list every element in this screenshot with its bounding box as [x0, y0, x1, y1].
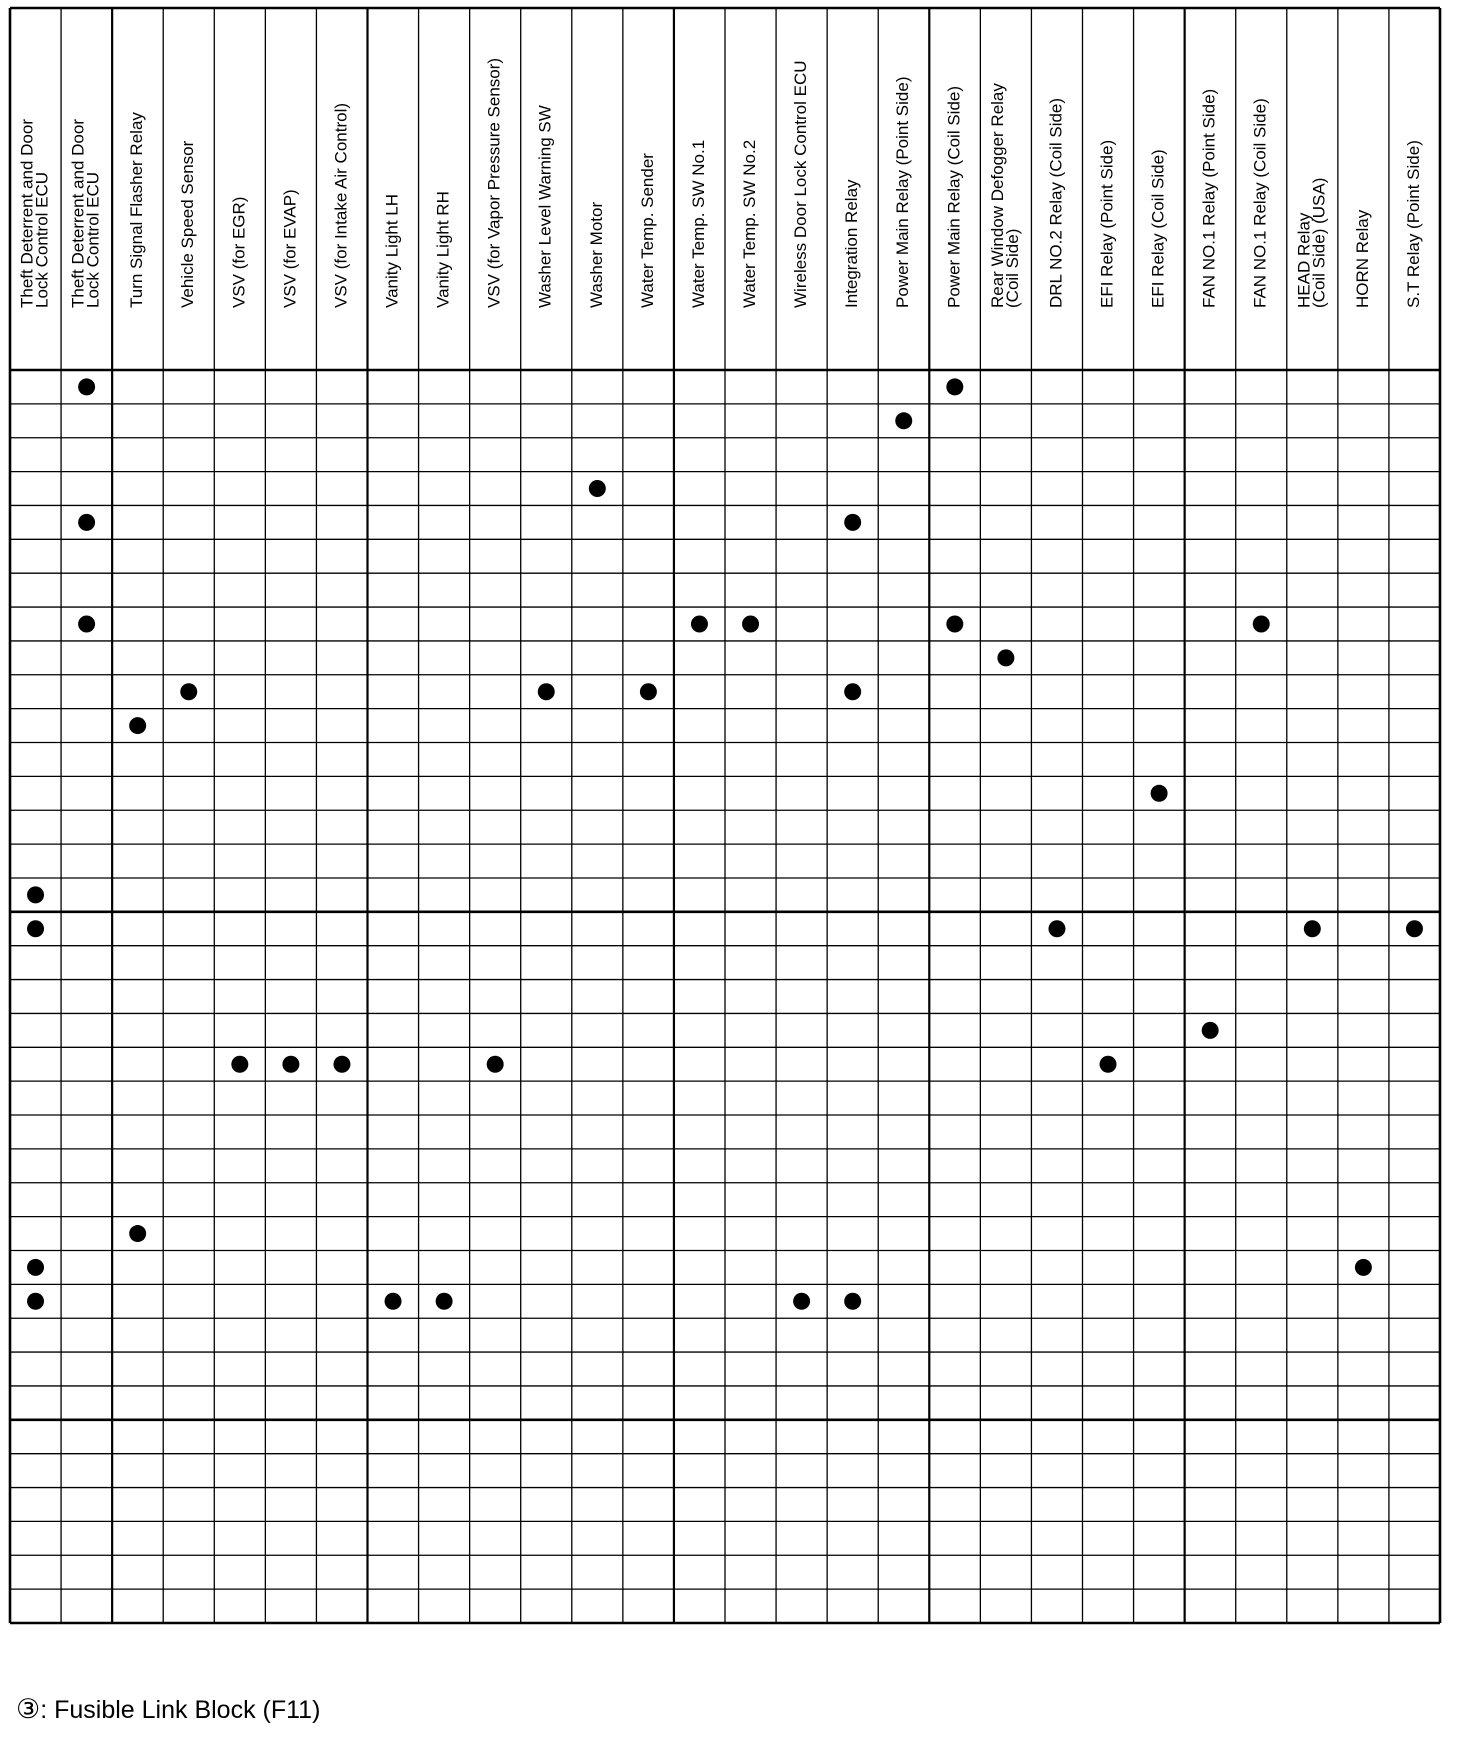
- column-header-line: Rear Window Defogger Relay: [987, 83, 1007, 308]
- column-header: [127, 112, 146, 308]
- connection-dot: [333, 1056, 350, 1073]
- connection-dot: [946, 615, 963, 632]
- connection-dot: [844, 683, 861, 700]
- connection-dot: [1151, 785, 1168, 802]
- column-header-line: VSV (for Intake Air Control): [331, 102, 351, 308]
- column-header-line: Washer Motor: [586, 201, 606, 308]
- connection-dot: [436, 1293, 453, 1310]
- column-header: [689, 140, 708, 308]
- column-header: [893, 77, 912, 308]
- column-header-line: Vanity Light RH: [433, 191, 453, 308]
- connection-dot: [487, 1056, 504, 1073]
- connection-dot: [27, 1259, 44, 1276]
- connection-dot: [640, 683, 657, 700]
- connection-dot: [691, 615, 708, 632]
- column-header-line: FAN NO.1 Relay (Point Side): [1199, 88, 1219, 308]
- column-header-line: VSV (for EVAP): [280, 189, 300, 308]
- connection-dot: [27, 886, 44, 903]
- column-header-line: Washer Level Warning SW: [535, 105, 555, 308]
- connection-dot: [78, 514, 95, 531]
- connection-dot: [895, 412, 912, 429]
- connection-dot: [180, 683, 197, 700]
- column-header-line: VSV (for Vapor Pressure Sensor): [484, 57, 504, 308]
- caption-text: : Fusible Link Block (F11): [40, 1696, 321, 1724]
- column-header: [1098, 140, 1117, 308]
- column-header-line: Water Temp. SW No.1: [688, 139, 708, 308]
- column-header: [1149, 149, 1168, 308]
- column-header: [1251, 98, 1270, 308]
- column-header: [638, 153, 657, 308]
- column-header-line: EFI Relay (Coil Side): [1148, 149, 1168, 308]
- column-header-line: Vanity Light LH: [382, 193, 402, 308]
- connection-dot: [997, 649, 1014, 666]
- connection-dot: [78, 378, 95, 395]
- column-header-line: Lock Control ECU: [83, 171, 103, 308]
- column-header-line: Power Main Relay (Point Side): [893, 76, 913, 308]
- column-header: [587, 202, 606, 308]
- connection-dot: [1202, 1022, 1219, 1039]
- column-header: [18, 119, 52, 308]
- column-header: [383, 194, 402, 308]
- figure-caption: [16, 1694, 320, 1725]
- column-header-line: Water Temp. SW No.2: [740, 139, 760, 308]
- connection-dot: [1406, 920, 1423, 937]
- column-header: [331, 103, 350, 308]
- column-header-line: Turn Signal Flasher Relay: [127, 112, 147, 308]
- connection-dot: [231, 1056, 248, 1073]
- connection-dot: [1048, 920, 1065, 937]
- column-header-line: (Coil Side): [1002, 228, 1022, 308]
- caption-number: ③: [16, 1694, 41, 1724]
- connection-dot: [129, 717, 146, 734]
- column-header-line: (Coil Side) (USA): [1309, 177, 1329, 308]
- column-header: [536, 105, 555, 308]
- connection-dot: [129, 1225, 146, 1242]
- column-header-line: Lock Control ECU: [32, 171, 52, 308]
- column-header: [842, 179, 861, 308]
- connection-dot: [1100, 1056, 1117, 1073]
- column-header: [280, 189, 299, 308]
- column-header-line: FAN NO.1 Relay (Coil Side): [1250, 98, 1270, 308]
- column-header: [944, 86, 963, 308]
- column-header: [740, 140, 759, 308]
- connection-dot: [742, 615, 759, 632]
- column-header-line: EFI Relay (Point Side): [1097, 139, 1117, 308]
- column-header-line: Wireless Door Lock Control ECU: [791, 60, 811, 308]
- column-header-line: Water Temp. Sender: [637, 153, 657, 308]
- column-header: [1404, 140, 1423, 308]
- connection-dot: [27, 1293, 44, 1310]
- column-header-line: Integration Relay: [842, 179, 862, 308]
- column-header: [1046, 98, 1065, 308]
- column-header: [434, 191, 453, 308]
- column-header-line: Power Main Relay (Coil Side): [944, 85, 964, 308]
- connection-dot: [589, 480, 606, 497]
- connection-dot: [78, 615, 95, 632]
- column-header: [485, 58, 504, 308]
- column-header-line: Theft Deterrent and Door: [17, 119, 37, 308]
- connection-dot: [844, 1293, 861, 1310]
- connection-dot: [946, 378, 963, 395]
- column-header-line: S.T Relay (Point Side): [1403, 140, 1423, 308]
- connection-dot: [538, 683, 555, 700]
- column-header-line: Theft Deterrent and Door: [68, 119, 88, 308]
- column-header-line: Vehicle Speed Sensor: [178, 140, 198, 308]
- connection-dot: [282, 1056, 299, 1073]
- column-header: [988, 83, 1022, 308]
- column-header-line: DRL NO.2 Relay (Coil Side): [1046, 97, 1066, 308]
- connection-dot: [1304, 920, 1321, 937]
- connection-dot: [1355, 1259, 1372, 1276]
- column-header-line: VSV (for EGR): [229, 196, 249, 308]
- connection-dot: [1253, 615, 1270, 632]
- column-header: [1353, 209, 1372, 308]
- column-header: [1294, 178, 1328, 308]
- column-header: [1200, 89, 1219, 308]
- column-header: [178, 140, 197, 308]
- column-header: [791, 60, 810, 308]
- connection-dot: [844, 514, 861, 531]
- connection-dot: [793, 1293, 810, 1310]
- column-header-line: HORN Relay: [1352, 209, 1372, 308]
- connection-dot: [27, 920, 44, 937]
- connection-dot: [385, 1293, 402, 1310]
- column-header-line: HEAD Relay: [1294, 212, 1314, 308]
- column-header: [229, 197, 248, 308]
- column-header: [69, 119, 103, 308]
